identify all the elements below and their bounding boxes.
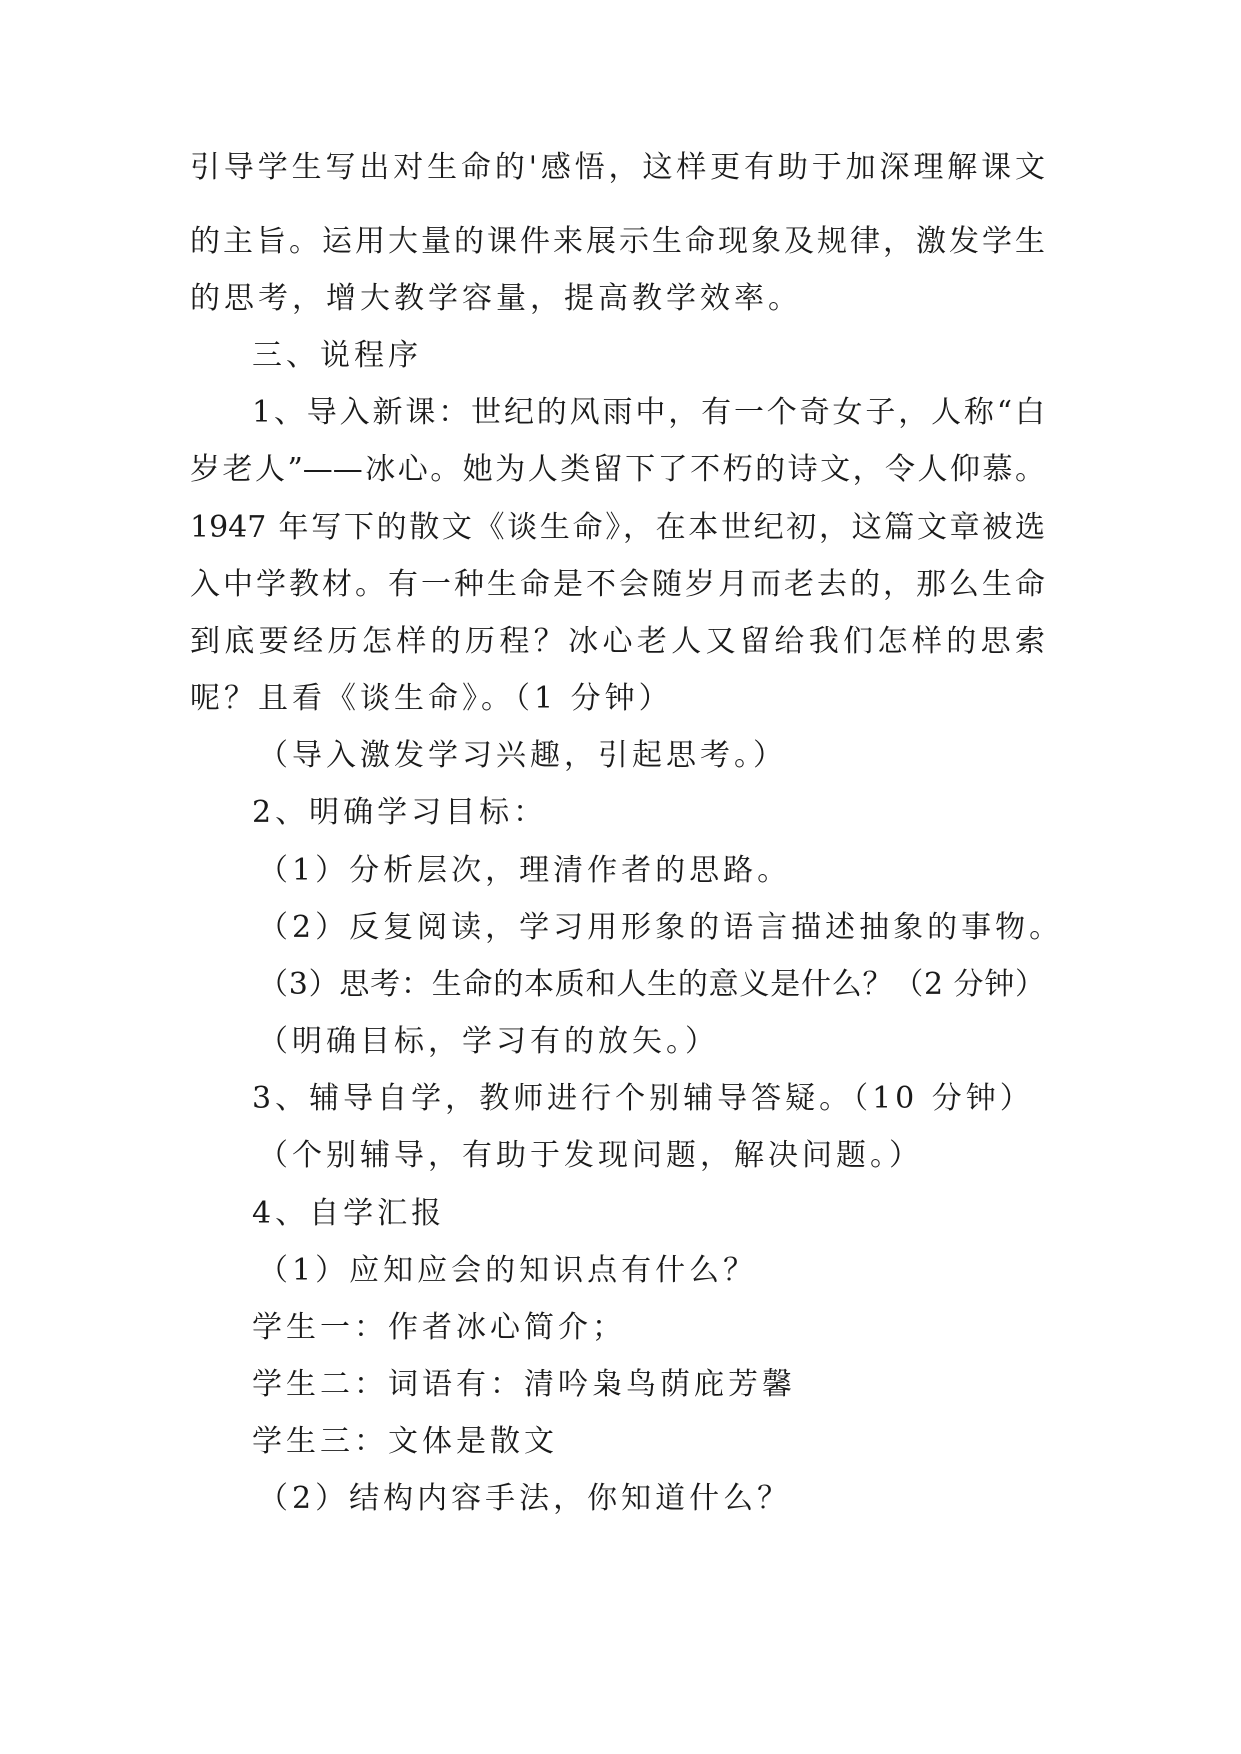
text-line: （导入激发学习兴趣，引起思考。） <box>258 738 787 773</box>
text-line: 4、自学汇报 <box>252 1196 446 1231</box>
text-line: 引导学生写出对生命的'感悟，这样更有助于加深理解课文 <box>190 150 1045 185</box>
text-line: 学生一：作者冰心简介； <box>252 1310 626 1345</box>
text-line: 学生三：文体是散文 <box>252 1424 558 1459</box>
section-heading: 三、说程序 <box>252 338 422 373</box>
text-line: 3、辅导自学，教师进行个别辅导答疑。（10 分钟） <box>252 1081 1034 1116</box>
text-line: 到底要经历怎样的历程？冰心老人又留给我们怎样的思索 <box>190 624 1045 659</box>
text-line: 1947 年写下的散文《谈生命》，在本世纪初，这篇文章被选 <box>190 510 1045 545</box>
text-line: 学生二：词语有：清吟枭鸟荫庇芳馨 <box>252 1367 796 1402</box>
text-line: （2）反复阅读，学习用形象的语言描述抽象的事物。 <box>258 910 1064 945</box>
text-line: （1）应知应会的知识点有什么？ <box>258 1253 758 1288</box>
text-line: 入中学教材。有一种生命是不会随岁月而老去的，那么生命 <box>190 567 1045 602</box>
text-line: （明确目标，学习有的放矢。） <box>258 1024 719 1059</box>
text-line: 2、明确学习目标： <box>252 795 548 830</box>
text-line: （2）结构内容手法，你知道什么？ <box>258 1481 792 1516</box>
text-line: 1、导入新课：世纪的风雨中，有一个奇女子，人称“白 <box>252 395 1045 430</box>
text-line: 的主旨。运用大量的课件来展示生命现象及规律，激发学生 <box>190 224 1045 259</box>
text-line: （1）分析层次，理清作者的思路。 <box>258 853 792 888</box>
text-line: （3）思考：生命的本质和人生的意义是什么？（2 分钟） <box>258 967 1045 1002</box>
text-line: 呢？且看《谈生命》。（1 分钟） <box>190 681 673 716</box>
text-line: （个别辅导，有助于发现问题，解决问题。） <box>258 1138 923 1173</box>
text-line: 岁老人”——冰心。她为人类留下了不朽的诗文，令人仰慕。 <box>190 452 1045 487</box>
text-line: 的思考，增大教学容量，提高教学效率。 <box>190 281 802 316</box>
